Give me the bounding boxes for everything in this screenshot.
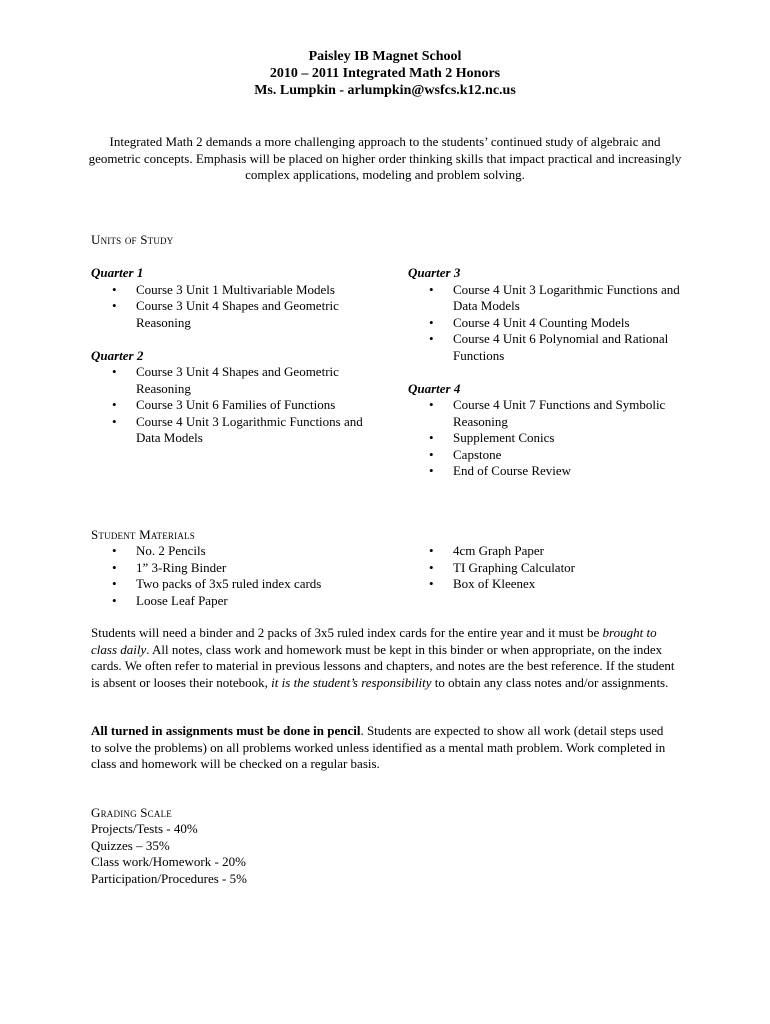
list-item: • Supplement Conics [429,430,555,445]
document-header [0,48,770,99]
quarter-1-title: Quarter 1 [91,265,144,280]
materials-right-list [408,543,698,593]
grade-line: Class work/Homework - 20% [91,854,246,869]
list-item: • Course 4 Unit 6 Polynomial and Rational Functions [429,331,669,363]
materials-left-column [91,543,381,609]
quarter-4-title: Quarter 4 [408,380,461,396]
list-item: • Course 4 Unit 3 Logarithmic Functions and Data Models [112,413,363,445]
bullet-icon: • [112,413,117,429]
bullet-icon: • [429,314,434,330]
quarter-4-list [408,397,698,480]
bullet-icon: • [429,463,434,478]
bullet-icon: • [429,331,434,346]
units-of-study-heading: Units of Study [91,232,174,247]
bullet-icon: • [112,592,117,608]
bullet-icon: • [112,281,117,297]
bullet-icon: • [112,364,117,379]
units-right-column [408,265,698,480]
list-item: • Loose Leaf Paper [112,592,228,608]
quarter-3-list [408,282,698,365]
bullet-icon: • [429,397,434,412]
bullet-icon: • [429,430,434,445]
bullet-icon: • [112,559,117,575]
bullet-icon: • [429,576,434,591]
grade-line: Participation/Procedures - 5% [91,870,247,886]
quarter-1-list [91,282,381,332]
list-item: • 1” 3-Ring Binder [112,559,227,575]
list-item: • TI Graphing Calculator [429,559,576,575]
list-item: • Course 3 Unit 4 Shapes and Geometric Reasoning [112,298,339,330]
intro-paragraph: Integrated Math 2 demands a more challenging approach to the students’ continued study of algebraic and geometric concepts. Emphasis will be placed on higher order thinking skills that impact practical and increasingly complex applications, modeling and problem solving. [88,134,682,182]
materials-left-list [91,543,381,609]
pencil-rule: All turned in assignments must be done in pencil [91,723,361,738]
bullet-icon: • [429,559,434,575]
grading-scale-list [91,821,391,887]
binder-paragraph: Students will need a binder and 2 packs of 3x5 ruled index cards for the entire year and it must be brought to class daily. All notes, class work and homework must be kept in this binder or when appropriate, on the index cards. We often refer to material in previous lessons and chapters, and notes are the best reference. If the student is absent or looses their notebook, it is the student’s responsibility to obtain any class notes and/or assignments. [91,625,675,690]
teacher-contact: Ms. Lumpkin - arlumpkin@wsfcs.k12.nc.us [254,83,516,98]
bullet-icon: • [429,281,434,297]
bullet-icon: • [112,543,117,558]
list-item: • No. 2 Pencils [112,543,206,558]
emphasis-text: it is the student’s responsibility [271,674,432,690]
student-materials-heading: Student Materials [91,527,195,542]
bullet-icon: • [112,298,117,313]
emphasis-text: brought to class daily [91,625,657,657]
list-item: • Course 3 Unit 4 Shapes and Geometric Reasoning [112,364,339,396]
list-item: • Course 4 Unit 3 Logarithmic Functions and Data Models [429,281,680,313]
bullet-icon: • [112,397,117,412]
list-item: • Course 3 Unit 6 Families of Functions [112,397,336,412]
quarter-2-title: Quarter 2 [91,347,144,363]
list-item: • Course 4 Unit 7 Functions and Symbolic Reasoning [429,397,666,429]
grading-scale-heading: Grading Scale [91,805,172,820]
grade-line: Projects/Tests - 40% [91,821,198,836]
list-item: • Course 3 Unit 1 Multivariable Models [112,281,335,297]
bullet-icon: • [429,446,434,462]
list-item: • Box of Kleenex [429,576,536,591]
units-left-column [91,265,381,447]
quarter-3-title: Quarter 3 [408,265,461,280]
materials-right-column [408,543,698,593]
bullet-icon: • [429,543,434,558]
list-item: • Capstone [429,446,502,462]
list-item: • 4cm Graph Paper [429,543,544,558]
grade-line: Quizzes – 35% [91,837,170,853]
list-item: • End of Course Review [429,463,572,478]
course-title: 2010 – 2011 Integrated Math 2 Honors [269,66,501,81]
bullet-icon: • [112,576,117,591]
quarter-2-list [91,364,381,447]
pencil-paragraph: All turned in assignments must be done in pencil. Students are expected to show all work (detail steps used to solve the problems) on all problems worked unless identified as a mental math problem. Work completed in class and homework will be checked on a regular basis. [91,723,666,771]
list-item: • Course 4 Unit 4 Counting Models [429,314,630,330]
school-name: Paisley IB Magnet School [308,49,462,64]
list-item: • Two packs of 3x5 ruled index cards [112,576,322,591]
